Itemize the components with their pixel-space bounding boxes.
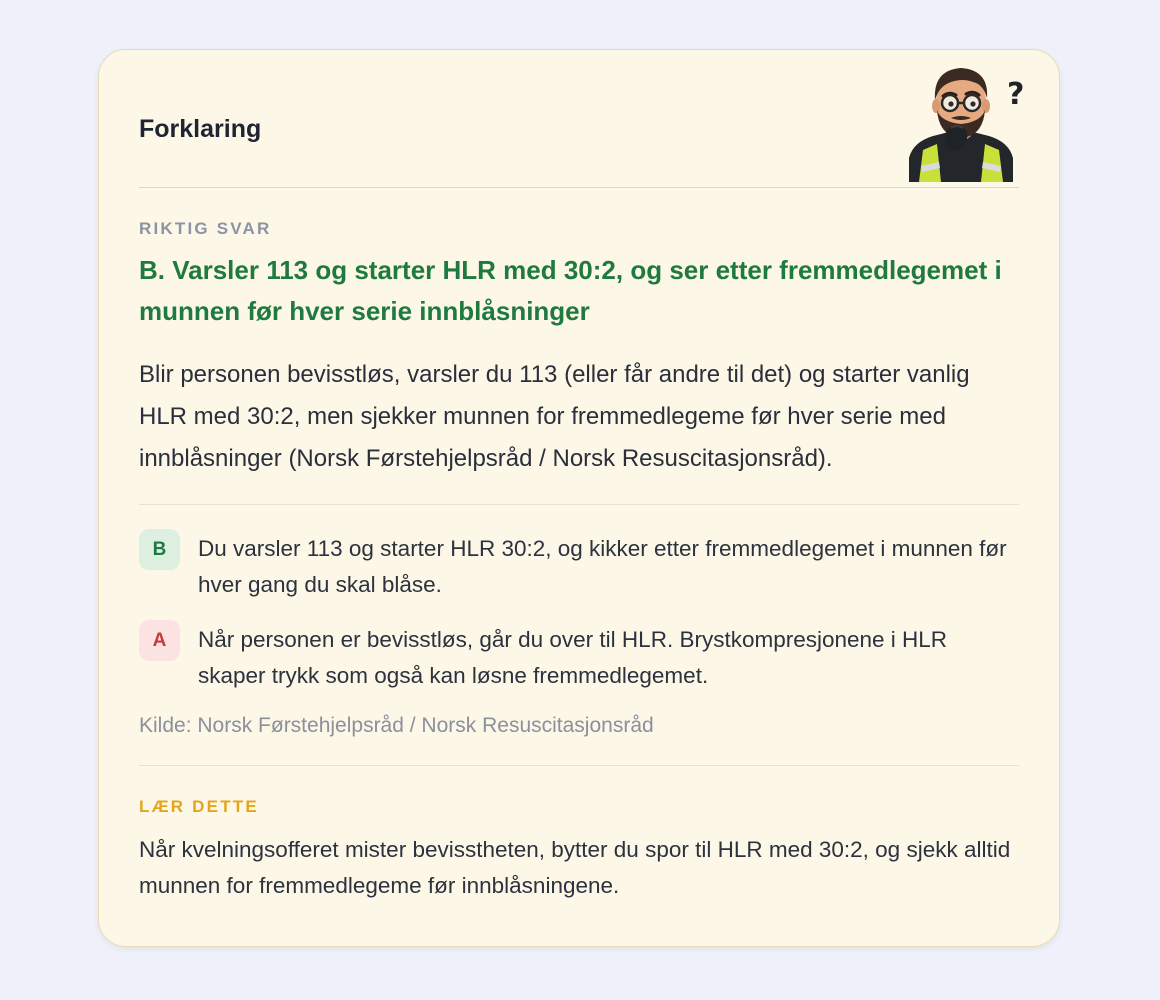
correct-answer-text: B. Varsler 113 og starter HLR med 30:2, og ser etter fremmedlegemet i munnen før hver serie innblåsninger: [139, 255, 1002, 326]
option-badge-correct: B: [139, 529, 180, 570]
option-text: Når personen er bevisstløs, går du over til HLR. Brystkompresjonene i HLR skaper trykk som også kan løsne fremmedlegemet.: [198, 627, 948, 688]
option-item-b: [139, 529, 1019, 603]
option-text: Du varsler 113 og starter HLR 30:2, og kikker etter fremmedlegemet i munnen før hver gang du skal blåse.: [198, 536, 1007, 597]
learn-this-text: Når kvelningsofferet mister bevisstheten, bytter du spor til HLR med 30:2, og sjekk alltid munnen for fremmedlegeme før innblåsningene.: [139, 837, 1011, 898]
option-badge-wrong: A: [139, 620, 180, 661]
explanation-text: Blir personen bevisstløs, varsler du 113 (eller får andre til det) og starter vanlig HLR med 30:2, men sjekker munnen for fremmedlegeme før hver serie med innblåsninger (Norsk Førstehjelpsråd / Norsk Resuscitasjonsråd).: [139, 361, 970, 472]
divider: [139, 504, 1019, 505]
option-item-a: [139, 620, 1019, 694]
learn-this-label: LÆR DETTE: [139, 797, 259, 816]
explanation-card: [98, 49, 1060, 947]
divider: [139, 765, 1019, 766]
question-mark-glyph: ?: [1007, 77, 1025, 112]
answer-options-list: [139, 529, 1019, 694]
card-title: Forklaring: [139, 115, 262, 143]
source-citation: Kilde: Norsk Førstehjelpsråd / Norsk Resuscitasjonsråd: [139, 714, 654, 737]
card-header: [139, 50, 1025, 188]
thinking-man-avatar-icon: [907, 62, 1029, 182]
correct-answer-label: RIKTIG SVAR: [139, 219, 272, 238]
